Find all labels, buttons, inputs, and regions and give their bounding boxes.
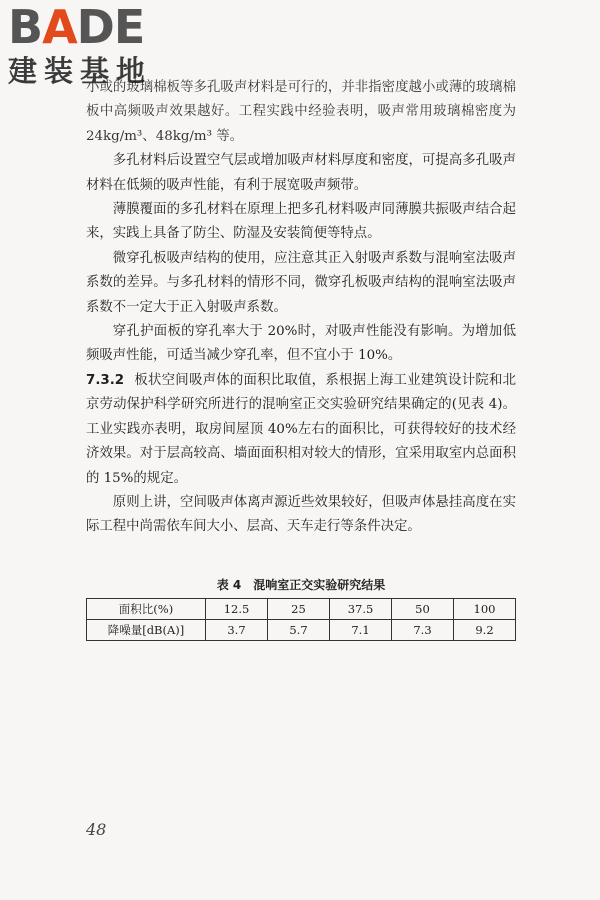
- section-paragraph: [86, 369, 516, 491]
- table-cell: 3.7: [206, 620, 268, 641]
- table-caption: 表 4 混响室正交实验研究结果: [216, 578, 386, 592]
- logo-wordmark: BADE: [8, 0, 145, 54]
- paragraph: 原则上讲，空间吸声体离声源近些效果较好，但吸声体悬挂高度在实际工程中尚需依车间大小、层高、天车走行等条件决定。: [86, 494, 516, 535]
- row-header: 降噪量[dB(A)]: [87, 620, 206, 641]
- section-number: 7.3.2: [86, 372, 125, 388]
- table-cell: 9.2: [454, 620, 516, 641]
- logo-subtitle: 建装基地: [8, 54, 153, 88]
- table-cell: 37.5: [330, 599, 392, 620]
- table-row: [87, 599, 516, 620]
- table-row: [87, 620, 516, 641]
- table-cell: 7.1: [330, 620, 392, 641]
- table-cell: 12.5: [206, 599, 268, 620]
- body-text: [86, 76, 516, 540]
- results-table: [86, 598, 516, 641]
- table-cell: 50: [392, 599, 454, 620]
- section-text: 板状空间吸声体的面积比取值，系根据上海工业建筑设计院和北京劳动保护科学研究所进行的混响室正交实验研究结果确定的(见表 4)。工业实践亦表明，取房间屋顶 40%左右的面积比，可获得较好的技术经济效果。对于层高较高、墙面面积相对较大的情形，宜采用取室内总面积的 15%的规定。: [86, 372, 516, 486]
- table-cell: 7.3: [392, 620, 454, 641]
- table-cell: 25: [268, 599, 330, 620]
- table-cell: 100: [454, 599, 516, 620]
- table-cell: 5.7: [268, 620, 330, 641]
- row-header: 面积比(%): [87, 599, 206, 620]
- paragraph: 小或的玻璃棉板等多孔吸声材料是可行的，并非指密度越小或薄的玻璃棉板中高频吸声效果越好。工程实践中经验表明，吸声常用玻璃棉密度为 24kg/m³、48kg/m³ 等。: [86, 80, 516, 144]
- paragraph: 穿孔护面板的穿孔率大于 20%时，对吸声性能没有影响。为增加低频吸声性能，可适当减少穿孔率，但不宜小于 10%。: [86, 324, 516, 364]
- paragraph: 微穿孔板吸声结构的使用，应注意其正入射吸声系数与混响室法吸声系数的差异。与多孔材料的情形不同，微穿孔板吸声结构的混响室法吸声系数不一定大于正入射吸声系数。: [86, 250, 516, 315]
- paragraph: 薄膜覆面的多孔材料在原理上把多孔材料吸声同薄膜共振吸声结合起来，实践上具备了防尘、防湿及安装简便等特点。: [86, 202, 516, 242]
- page-number: 48: [86, 820, 107, 839]
- paragraph: 多孔材料后设置空气层或增加吸声材料厚度和密度，可提高多孔吸声材料在低频的吸声性能，有利于展宽吸声频带。: [86, 153, 516, 193]
